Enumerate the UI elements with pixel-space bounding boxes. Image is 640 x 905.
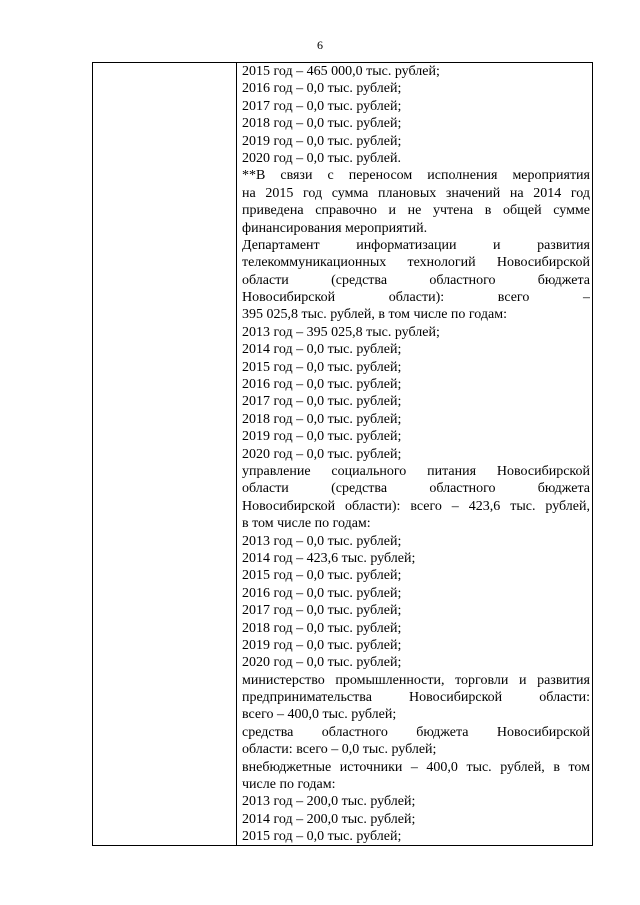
text-line: на 2015 год сумма плановых значений на 2014 год bbox=[242, 185, 590, 201]
table-left-column bbox=[93, 63, 237, 845]
table-right-column bbox=[238, 63, 590, 846]
text-line: Департамент информатизации и развития bbox=[242, 237, 590, 253]
text-line: числе по годам: bbox=[242, 777, 336, 793]
text-line: 2017 год – 0,0 тыс. рублей; bbox=[242, 603, 402, 619]
text-line: управление социального питания Новосибирской bbox=[242, 463, 590, 479]
text-line: 2016 год – 0,0 тыс. рублей; bbox=[242, 81, 402, 97]
text-line: средства областного бюджета Новосибирской bbox=[242, 724, 590, 740]
text-line: 395 025,8 тыс. рублей, в том числе по годам: bbox=[242, 307, 507, 323]
text-line: 2013 год – 395 025,8 тыс. рублей; bbox=[242, 324, 440, 340]
text-line: министерство промышленности, торговли и развития bbox=[242, 672, 590, 688]
text-line: 2016 год – 0,0 тыс. рублей; bbox=[242, 377, 402, 393]
text-line: финансирования мероприятий. bbox=[242, 220, 428, 236]
text-line: 2015 год – 0,0 тыс. рублей; bbox=[242, 829, 402, 845]
text-line: 2018 год – 0,0 тыс. рублей; bbox=[242, 411, 402, 427]
text-line: 2013 год – 0,0 тыс. рублей; bbox=[242, 533, 402, 549]
text-line: 2015 год – 465 000,0 тыс. рублей; bbox=[242, 64, 440, 79]
text-line: области (средства областного бюджета bbox=[242, 481, 590, 497]
document-table bbox=[92, 62, 593, 846]
text-line: **В связи с переносом исполнения мероприятия bbox=[242, 168, 590, 184]
text-line: 2020 год – 0,0 тыс. рублей; bbox=[242, 446, 402, 462]
text-line: 2014 год – 423,6 тыс. рублей; bbox=[242, 550, 416, 566]
text-line: 2015 год – 0,0 тыс. рублей; bbox=[242, 568, 402, 584]
text-line: приведена справочно и не учтена в общей сумме bbox=[242, 203, 590, 219]
text-line: 2019 год – 0,0 тыс. рублей; bbox=[242, 429, 402, 445]
text-line: 2017 год – 0,0 тыс. рублей; bbox=[242, 98, 402, 114]
text-line: в том числе по годам: bbox=[242, 516, 371, 532]
text-line: всего – 400,0 тыс. рублей; bbox=[242, 707, 397, 723]
text-line: 2014 год – 200,0 тыс. рублей; bbox=[242, 811, 416, 827]
text-line: предпринимательства Новосибирской области: bbox=[242, 690, 590, 706]
text-line: области: всего – 0,0 тыс. рублей; bbox=[242, 742, 437, 758]
text-line: внебюджетные источники – 400,0 тыс. рублей, в том bbox=[242, 759, 590, 775]
text-line: телекоммуникационных технологий Новосибирской bbox=[242, 255, 590, 271]
text-line: 2015 год – 0,0 тыс. рублей; bbox=[242, 359, 402, 375]
text-line: 2020 год – 0,0 тыс. рублей. bbox=[242, 150, 401, 166]
text-line: Новосибирской области): всего – 423,6 тыс. рублей, bbox=[242, 498, 590, 514]
text-line: Новосибирской области): всего – bbox=[242, 290, 590, 306]
text-line: 2016 год – 0,0 тыс. рублей; bbox=[242, 585, 402, 601]
text-line: 2013 год – 200,0 тыс. рублей; bbox=[242, 794, 416, 810]
text-line: 2019 год – 0,0 тыс. рублей; bbox=[242, 637, 402, 653]
text-line: 2019 год – 0,0 тыс. рублей; bbox=[242, 133, 402, 149]
page-number: 6 bbox=[317, 38, 323, 52]
text-line: 2017 год – 0,0 тыс. рублей; bbox=[242, 394, 402, 410]
text-line: 2014 год – 0,0 тыс. рублей; bbox=[242, 342, 402, 358]
text-line: области (средства областного бюджета bbox=[242, 272, 590, 288]
text-line: 2018 год – 0,0 тыс. рублей; bbox=[242, 116, 402, 132]
text-line: 2020 год – 0,0 тыс. рублей; bbox=[242, 655, 402, 671]
text-line: 2018 год – 0,0 тыс. рублей; bbox=[242, 620, 402, 636]
